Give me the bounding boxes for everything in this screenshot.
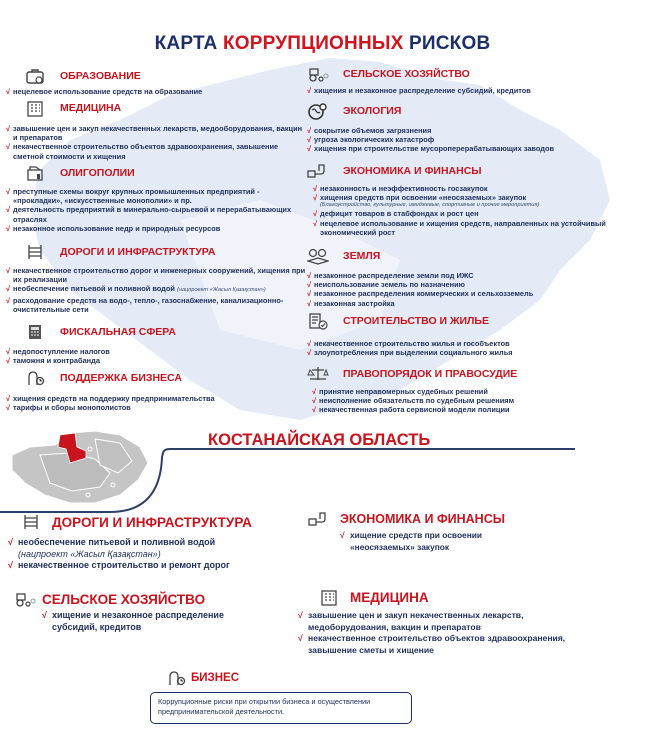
section-title: МЕДИЦИНА xyxy=(350,589,429,605)
money-hand-icon xyxy=(308,510,330,528)
list-item: √ некачественное строительство жилья и гособъектов xyxy=(307,339,637,348)
list-item: √ неисполнение обязательств по судебным решениям xyxy=(312,396,637,405)
list-item: √ сокрытие объемов загрязнения xyxy=(307,126,637,135)
list-item: √ хищение средств при освоении «неосязаемых» закупок xyxy=(340,530,508,553)
section-title: ЗЕМЛЯ xyxy=(343,250,381,262)
list-item: √ некачественное строительство объектов здравоохранения, завышение сметной стоимости и хищения xyxy=(6,142,306,160)
land-icon xyxy=(307,247,329,265)
scales-icon xyxy=(307,365,329,383)
page-title xyxy=(0,33,645,55)
list-item: √ хищение и незаконное распределение субсидий, кредитов xyxy=(42,610,264,633)
title-part-2: КОРРУПЦИОННЫХ xyxy=(222,33,404,54)
section-title: СЕЛЬСКОЕ ХОЗЯЙСТВО xyxy=(343,68,470,80)
section-title: ПРАВОПОРЯДОК И ПРАВОСУДИЕ xyxy=(343,368,518,380)
section-medicine xyxy=(6,98,306,161)
region-section-agriculture xyxy=(14,588,304,633)
list-item: √ незаконная застройка xyxy=(307,299,637,308)
business-support-icon xyxy=(24,369,46,387)
section-ecology xyxy=(307,101,637,154)
money-hand-icon xyxy=(307,162,329,180)
region-header xyxy=(0,425,645,515)
globe-icon xyxy=(307,102,329,120)
section-title: ОЛИГОПОЛИИ xyxy=(60,167,135,179)
list-item: √ неиспользование земель по назначению xyxy=(307,280,637,289)
list-item: √ принятие неправомерных судебных решений xyxy=(312,387,637,396)
section-title: ПОДДЕРЖКА БИЗНЕСА xyxy=(60,372,182,384)
list-item: √ незаконность и неэффективность госзакупок xyxy=(313,184,637,193)
list-item: √ хищения средств на поддержку предпринимательства xyxy=(6,394,306,403)
list-item-note: (Благоустройство, культурные, имиджевые, спортивные и прочие мероприятия) xyxy=(320,202,540,209)
list-item-note: (нацпроект «Жасыл Қазақстан») xyxy=(18,548,161,559)
factory-icon xyxy=(24,164,46,182)
list-item: √ некачественная работа сервисной модели полиции xyxy=(312,405,637,414)
section-title: ФИСКАЛЬНАЯ СФЕРА xyxy=(60,326,176,338)
business-support-icon xyxy=(165,669,187,687)
section-title: ДОРОГИ И ИНФРАСТРУКТУРА xyxy=(52,514,252,530)
region-section-roads xyxy=(20,511,320,572)
list-item: √ преступные схемы вокруг крупных промышленных предприятий - «прокладки», «искусственные монополии» и пр. xyxy=(6,187,306,205)
list-item-text: необеспечение питьевой и поливной водой xyxy=(18,537,216,547)
business-description-box: Коррупционные риски при открытии бизнеса и осуществлении предпринимательской деятельности. xyxy=(150,692,412,724)
title-part-3: РИСКОВ xyxy=(403,33,491,54)
section-title: СЕЛЬСКОЕ ХОЗЯЙСТВО xyxy=(42,591,206,607)
list-item: √ хищения при строительстве мусороперерабатывающих заводов xyxy=(307,144,637,153)
region-section-economy xyxy=(308,508,638,553)
list-item: √ нецелевое использование средств на образование xyxy=(6,87,306,96)
section-fiscal xyxy=(6,322,306,365)
list-item xyxy=(6,284,306,295)
list-item: √ таможня и контрабанда xyxy=(6,356,306,365)
title-part-1: КАРТА xyxy=(154,33,223,54)
section-law-order xyxy=(307,364,637,415)
section-education xyxy=(6,66,306,96)
list-item: √ злоупотребления при выделении социального жилья xyxy=(307,348,637,357)
list-item: √ завышение цен и закуп некачественных лекарств, медооборудования, вакцин и препаратов xyxy=(6,124,306,142)
region-section-business xyxy=(165,668,365,688)
list-item: √ некачественное строительство объектов здравоохранения, завышение сметы и хищение xyxy=(298,633,588,656)
section-title: МЕДИЦИНА xyxy=(60,102,122,114)
list-item xyxy=(8,537,320,560)
section-title: ЭКОНОМИКА И ФИНАНСЫ xyxy=(343,165,482,177)
section-land xyxy=(307,246,637,308)
section-title: БИЗНЕС xyxy=(191,672,240,684)
tractor-icon xyxy=(14,590,36,608)
section-oligopolies xyxy=(6,163,306,233)
region-title: КОСТАНАЙСКАЯ ОБЛАСТЬ xyxy=(208,431,431,449)
section-title: ДОРОГИ И ИНФРАСТРУКТУРА xyxy=(60,246,216,258)
list-item: √ незаконное распределение земли под ИЖС xyxy=(307,271,637,280)
list-item: √ недопоступление налогов xyxy=(6,347,306,356)
list-item: √ незаконное распределения коммерческих и сельхозземель xyxy=(307,289,637,298)
section-construction xyxy=(307,311,637,357)
list-item: √ нецелевое использование и хищения средств, направленных на устойчивый экономический рост xyxy=(313,219,637,237)
section-roads xyxy=(6,242,306,314)
briefcase-icon xyxy=(24,67,46,85)
list-item: √ некачественное строительство и ремонт дорог xyxy=(8,560,320,572)
list-item: √ расходование средств на водо-, тепло-, газоснабжение, канализационно-очистительные сети xyxy=(6,296,306,314)
list-item: √ угроза экологических катастроф xyxy=(307,135,637,144)
list-item: √ дефицит товаров в стабфондах и рост цен xyxy=(313,209,637,218)
calculator-icon xyxy=(24,323,46,341)
region-section-medicine xyxy=(298,586,638,656)
list-item: √ завышение цен и закуп некачественных лекарств, медоборудования, вакцин и препаратов xyxy=(298,610,588,633)
section-title: ЭКОЛОГИЯ xyxy=(343,105,402,117)
hospital-icon xyxy=(318,588,340,606)
hospital-icon xyxy=(24,99,46,117)
section-agriculture xyxy=(307,64,637,95)
list-item: √ деятельность предприятий в минерально-сырьевой и перерабатывающих отраслях xyxy=(6,205,306,223)
list-item-text: необеспечение питьевой и поливной водой xyxy=(13,284,175,294)
list-item: √ хищения средств при освоении «неосязаемых» закупок xyxy=(313,193,637,202)
list-item: √ хищения и незаконное распределение субсидий, кредитов xyxy=(307,86,637,95)
section-title: ОБРАЗОВАНИЕ xyxy=(60,70,141,82)
list-item: √ некачественное строительство дорог и инженерных сооружений, хищения при их реализации xyxy=(6,266,306,284)
section-business-support xyxy=(6,368,306,412)
road-icon xyxy=(20,513,42,531)
section-title: ЭКОНОМИКА И ФИНАНСЫ xyxy=(340,512,505,526)
building-check-icon xyxy=(307,312,329,330)
tractor-icon xyxy=(307,65,329,83)
section-title: СТРОИТЕЛЬСТВО И ЖИЛЬЕ xyxy=(343,315,489,327)
list-item-note: (нацпроект «Жасыл Қазақстан») xyxy=(177,287,266,294)
section-economy xyxy=(307,161,637,237)
list-item: √ тарифы и сборы монополистов xyxy=(6,403,306,412)
road-icon xyxy=(24,243,46,261)
list-item: √ незаконное использование недр и природных ресурсов xyxy=(6,224,306,233)
